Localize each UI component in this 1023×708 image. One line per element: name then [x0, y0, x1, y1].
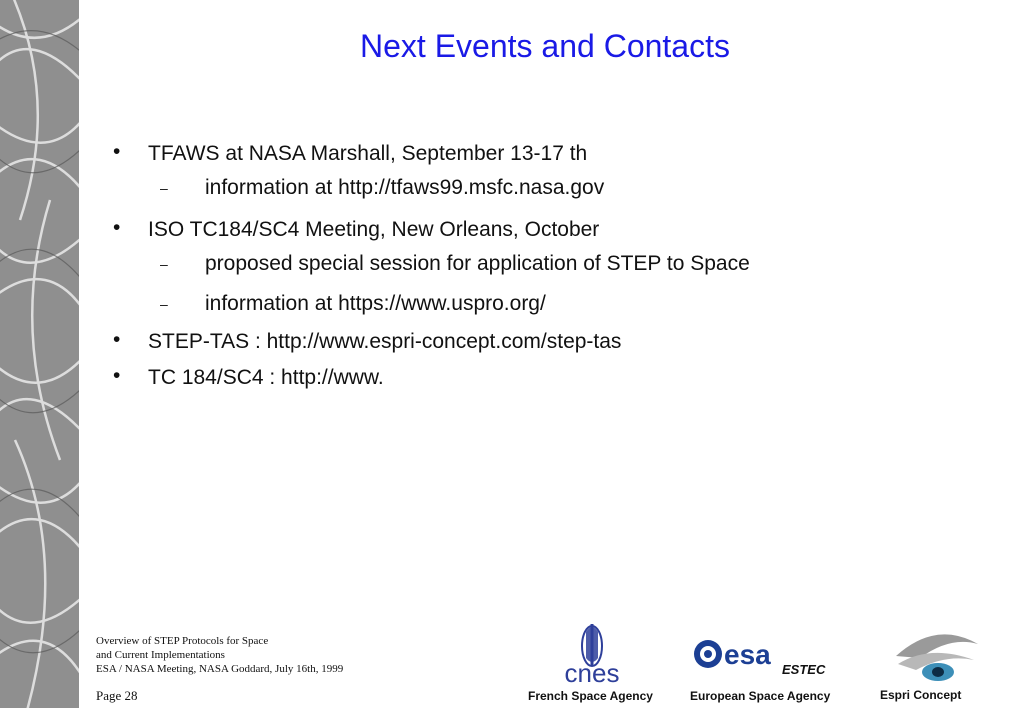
bullet-marker: • — [113, 140, 121, 163]
list-item-text: STEP-TAS : http://www.espri-concept.com/step-tas — [148, 330, 622, 353]
estec-wordmark: ESTEC — [782, 662, 826, 677]
esa-caption: European Space Agency — [690, 689, 831, 703]
esa-logo — [690, 634, 835, 682]
list-item — [113, 250, 993, 290]
list-item-text: ISO TC184/SC4 Meeting, New Orleans, October — [148, 218, 600, 241]
dash-marker: – — [160, 180, 168, 196]
espri-caption: Espri Concept — [880, 688, 962, 702]
cnes-wordmark: cnes — [564, 658, 620, 686]
espri-logo — [890, 626, 982, 686]
cnes-caption: French Space Agency — [528, 689, 653, 703]
list-item-text: TFAWS at NASA Marshall, September 13-17 th — [148, 142, 588, 165]
list-item — [113, 174, 993, 214]
list-item — [113, 138, 993, 174]
dash-marker: – — [160, 296, 168, 312]
bullet-list — [113, 138, 993, 398]
list-item — [113, 290, 993, 326]
slide-title: Next Events and Contacts — [360, 28, 730, 64]
list-item-text: TC 184/SC4 : http://www. — [148, 366, 384, 389]
bullet-marker: • — [113, 328, 121, 351]
list-item — [113, 214, 993, 250]
list-item-text: information at https://www.uspro.org/ — [205, 292, 546, 315]
footer-line: and Current Implementations — [96, 649, 225, 661]
cnes-logo — [548, 618, 638, 686]
bullet-marker: • — [113, 364, 121, 387]
bullet-marker: • — [113, 216, 121, 239]
list-item — [113, 362, 993, 398]
footer-line: ESA / NASA Meeting, NASA Goddard, July 16th, 1999 — [96, 663, 344, 675]
dash-marker: – — [160, 256, 168, 272]
page-number: Page 28 — [96, 688, 138, 703]
esa-wordmark: esa — [724, 639, 771, 670]
footer-line: Overview of STEP Protocols for Space — [96, 635, 269, 647]
list-item — [113, 326, 993, 362]
list-item-text: information at http://tfaws99.msfc.nasa.gov — [205, 176, 605, 199]
list-item-text: proposed special session for application of STEP to Space — [205, 252, 750, 275]
footer-info — [96, 634, 343, 676]
decorative-side-strip — [0, 0, 79, 708]
